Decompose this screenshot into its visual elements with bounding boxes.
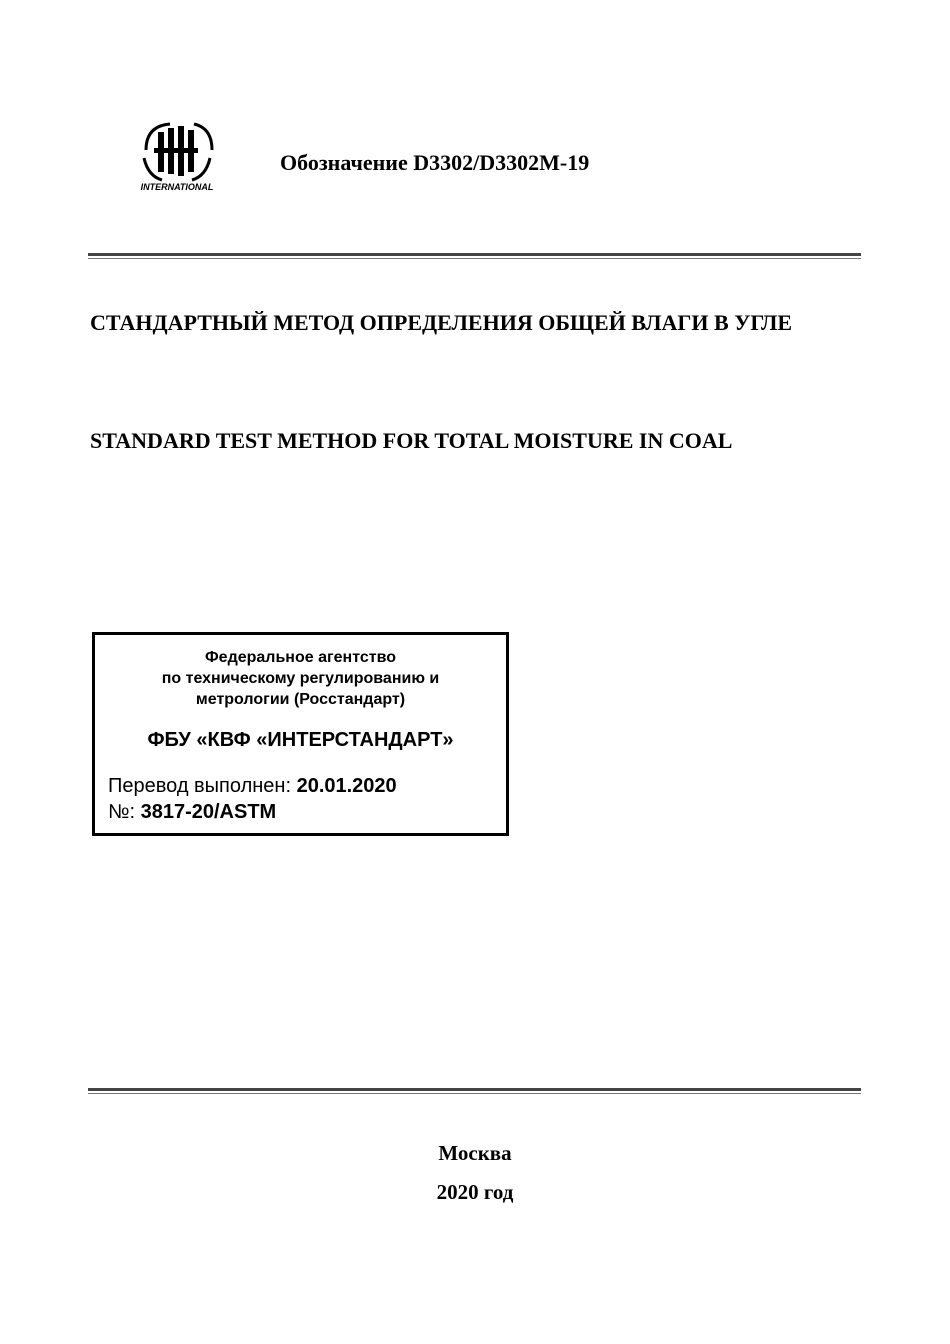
stamp-organization: ФБУ «КВФ «ИНТЕРСТАНДАРТ»: [147, 729, 454, 751]
astm-logo: [132, 118, 222, 192]
stamp-agency-line: метрологии (Росстандарт): [195, 691, 406, 708]
header-divider: [88, 253, 861, 259]
astm-logo-icon: [132, 118, 222, 192]
stamp-translation-date: [108, 775, 397, 798]
stamp-date-value: 20.01.2020: [296, 775, 397, 797]
stamp-agency-line: по техническому регулированию и: [161, 670, 440, 687]
stamp-agency: [95, 647, 506, 710]
publication-year: 2020 год: [436, 1180, 514, 1204]
title-english: STANDARD TEST METHOD FOR TOTAL MOISTURE IN COAL: [90, 428, 733, 453]
stamp-number-value: 3817-20/ASTM: [140, 801, 277, 823]
publication-city: Москва: [438, 1141, 512, 1165]
stamp-date-label: Перевод выполнен:: [108, 775, 297, 797]
stamp-agency-line: Федеральное агентство: [205, 649, 396, 666]
translation-stamp: [92, 632, 509, 836]
document-designation: Обозначение D3302/D3302M-19: [280, 150, 590, 175]
stamp-translation-number: [108, 801, 276, 824]
title-russian: СТАНДАРТНЫЙ МЕТОД ОПРЕДЕЛЕНИЯ ОБЩЕЙ ВЛАГИ В УГЛЕ: [90, 310, 793, 335]
stamp-number-label: №:: [108, 801, 141, 823]
logo-subtext: INTERNATIONAL: [140, 182, 214, 192]
footer-divider: [88, 1088, 861, 1094]
